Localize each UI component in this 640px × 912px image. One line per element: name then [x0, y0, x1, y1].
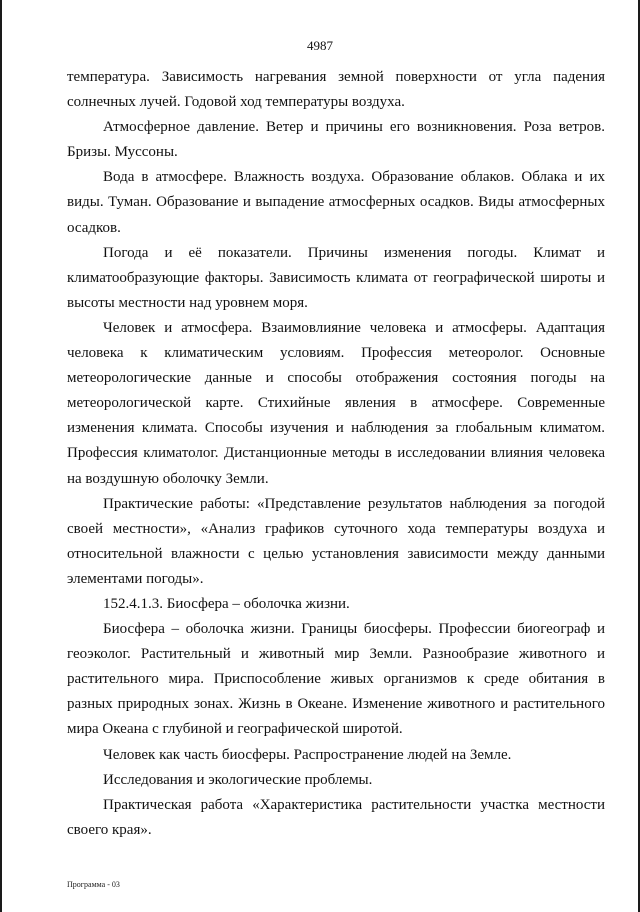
paragraph-practical-works: Практические работы: «Представление результатов наблюдения за погодой своей местности», «Анализ графиков суточного хода температуры воздуха и относительной влажности с целью установления зависимости между данными элементами погоды».	[67, 495, 605, 587]
paragraph-weather-climate: Погода и её показатели. Причины изменения погоды. Климат и климатообразующие факторы. Зависимость климата от географической широты и высоты местности над уровнем моря.	[67, 244, 605, 311]
paragraph-research: Исследования и экологические проблемы.	[103, 771, 373, 788]
paragraph-human-and-atmosphere: Человек и атмосфера. Взаимовлияние человека и атмосферы. Адаптация человека к климатическим условиям. Профессия метеоролог. Основные метеорологические данные и способы отображения состояния погоды на метеорологической карте. Стихийные явления в атмосфере. Современные изменения климата. Способы изучения и наблюдения за глобальным климатом. Профессия климатолог. Дистанционные методы в исследовании влияния человека на воздушную оболочку Земли.	[67, 319, 605, 487]
paragraph-human-biosphere: Человек как часть биосферы. Распространение людей на Земле.	[103, 746, 512, 763]
paragraph-practical-work-vegetation: Практическая работа «Характеристика растительности участка местности своего края».	[67, 796, 605, 838]
paragraph-biosphere: Биосфера – оболочка жизни. Границы биосферы. Профессии биогеограф и геоэколог. Растительный и животный мир Земли. Разнообразие животного и растительного мира. Приспособление живых организмов к среде обитания в разных природных зонах. Жизнь в Океане. Изменение животного и растительного мира Океана с глубиной и географической широтой.	[67, 621, 605, 738]
paragraph-water-in-atmosphere: Вода в атмосфере. Влажность воздуха. Образование облаков. Облака и их виды. Туман. Образование и выпадение атмосферных осадков. Виды атмосферных осадков.	[67, 169, 605, 236]
scan-edge-left	[0, 0, 2, 912]
paragraph-atmospheric-pressure: Атмосферное давление. Ветер и причины его возникновения. Роза ветров. Бризы. Муссоны.	[67, 119, 605, 161]
page-number: 4987	[307, 38, 333, 53]
document-body	[67, 65, 605, 843]
paragraph-continuation-temperature: температура. Зависимость нагревания земной поверхности от угла падения солнечных лучей. Годовой ход температуры воздуха.	[67, 69, 605, 111]
footer-program-label: Программа - 03	[67, 880, 120, 889]
section-heading-biosphere: 152.4.1.3. Биосфера – оболочка жизни.	[103, 595, 350, 612]
